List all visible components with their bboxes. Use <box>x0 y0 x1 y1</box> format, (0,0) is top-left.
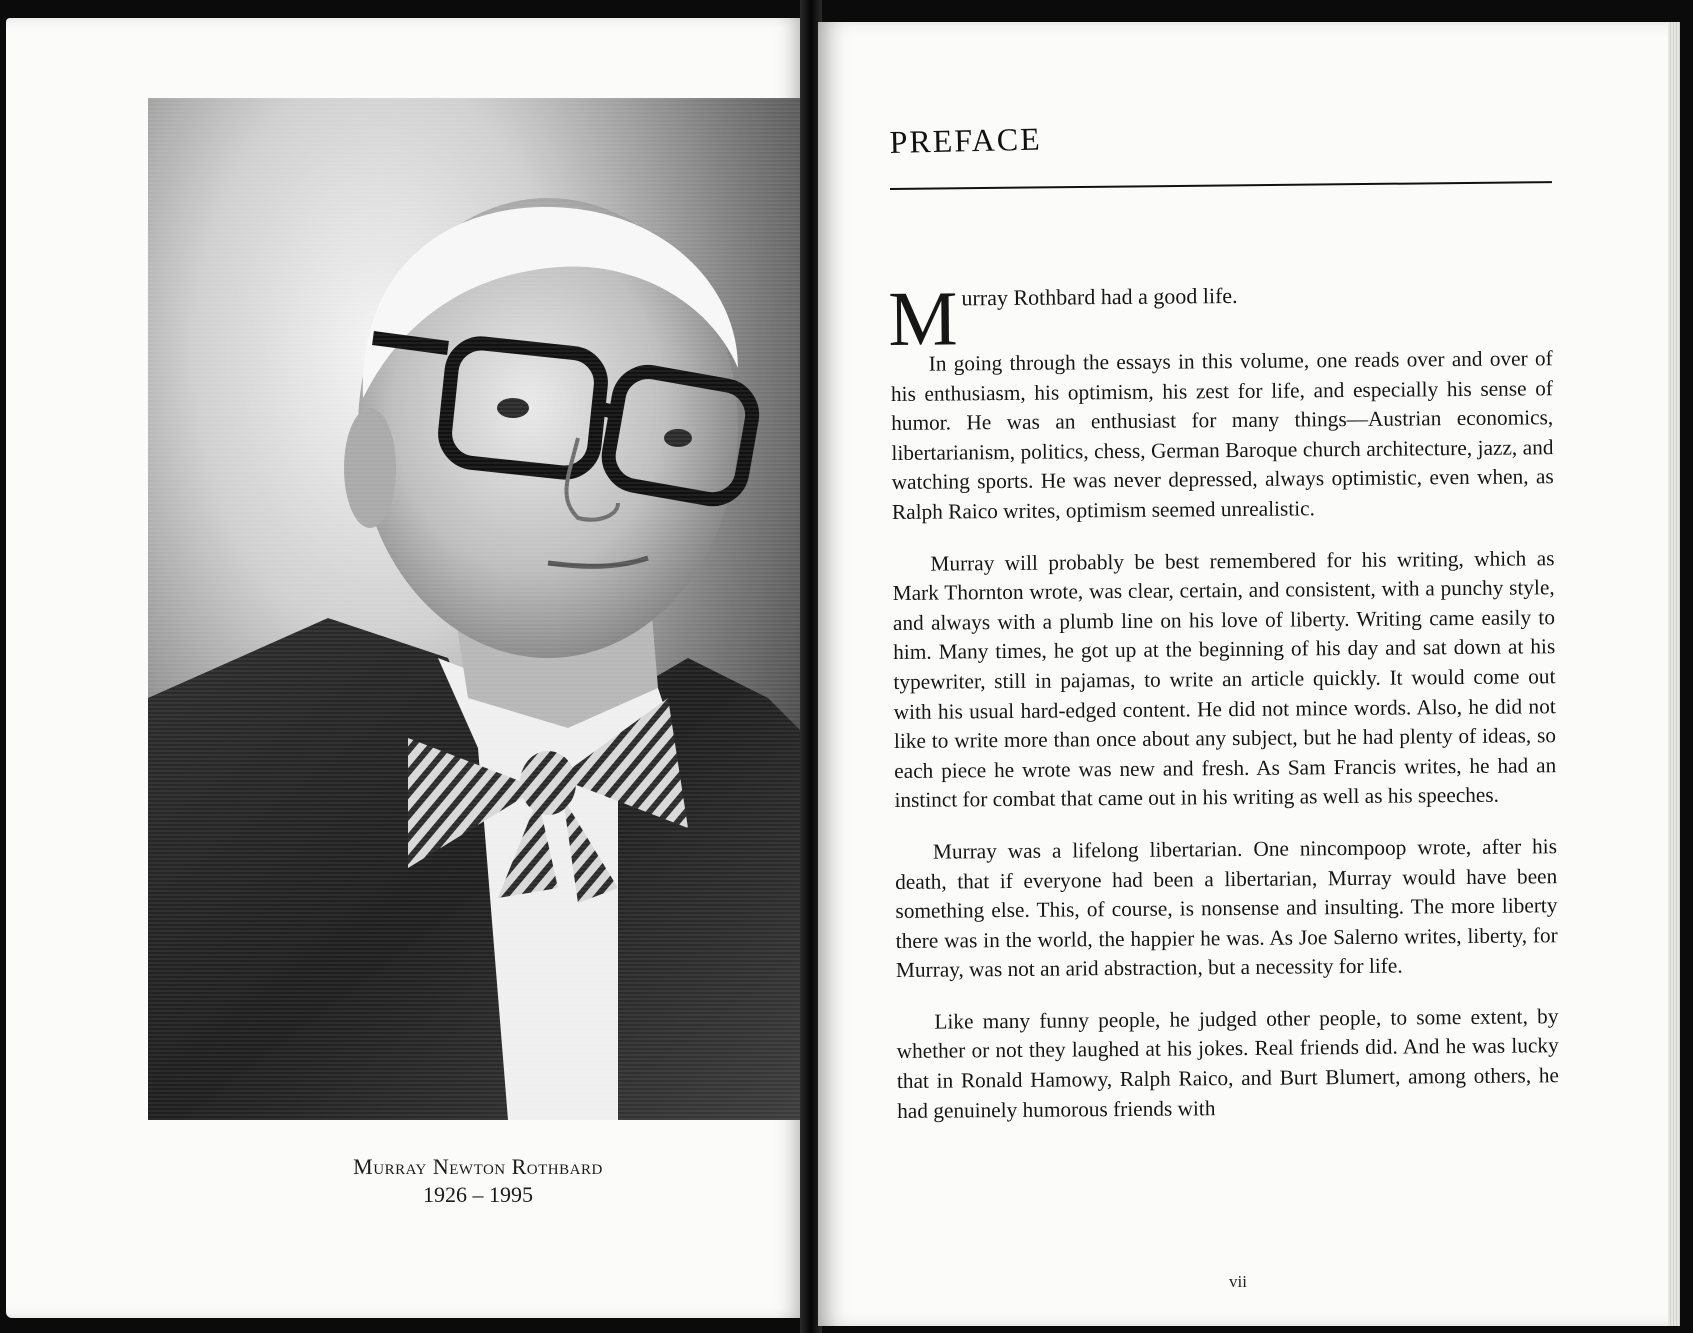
paragraph: Like many funny people, he judged other people, to some extent, by whether or not they laughed at his jokes. Real friends did. And he was lucky that in Ronald Hamowy, Ralph Raico, and Burt Blumert, among others, he had genuinely humorous friends with <box>896 1004 1560 1123</box>
drop-cap: M <box>887 274 959 363</box>
lead-text: urray Rothbard had a good life. <box>961 282 1238 311</box>
portrait-caption <box>148 1153 808 1209</box>
title-rule <box>890 181 1552 190</box>
portrait-photo <box>148 98 808 1120</box>
body-text <box>887 274 1560 1148</box>
caption-years: 1926 – 1995 <box>423 1182 533 1207</box>
caption-name: Murray Newton Rothbard <box>353 1154 603 1179</box>
left-page <box>6 18 806 1318</box>
paragraph: Murray will probably be best remembered for his writing, which as Mark Thornton wrote, was clear, certain, and consistent, with a punchy style, and always with a plumb line on his love of liberty. Writing came easily to him. Many times, he got up at the beginning of his day and sat down at his typewriter, still in pajamas, to write an article quickly. It would come out with his usual hard-edged content. He did not mince words. Also, he did not like to write more than once about any subject, but he had plenty of ideas, so each piece he wrote was new and fresh. As Sam Francis writes, he had an instinct for combat that came out in his writing as well as his speeches. <box>892 545 1557 813</box>
page-edge <box>1668 22 1680 1326</box>
paragraph: Murray was a lifelong libertarian. One nincompoop wrote, after his death, that if everyone had been a libertarian, Murray would have been something else. This, of course, is nonsense and insulting. The more liberty there was in the world, the happier he was. As Joe Salerno writes, liberty, for Murray, was not an arid abstraction, but a necessity for life. <box>895 834 1558 983</box>
page-number: vii <box>1229 1272 1247 1291</box>
page-title: PREFACE <box>889 120 1043 161</box>
right-page <box>818 22 1680 1326</box>
lead-paragraph <box>887 274 1552 363</box>
paragraph: In going through the essays in this volume, one reads over and over of his enthusiasm, his optimism, his zest for life, and especially his sense of humor. He was an enthusiast for many things—Austrian economics, libertarianism, politics, chess, German Baroque church architecture, jazz, and watching sports. He was never depressed, always optimistic, even when, as Ralph Raico writes, optimism seemed unrealistic. <box>890 346 1554 524</box>
